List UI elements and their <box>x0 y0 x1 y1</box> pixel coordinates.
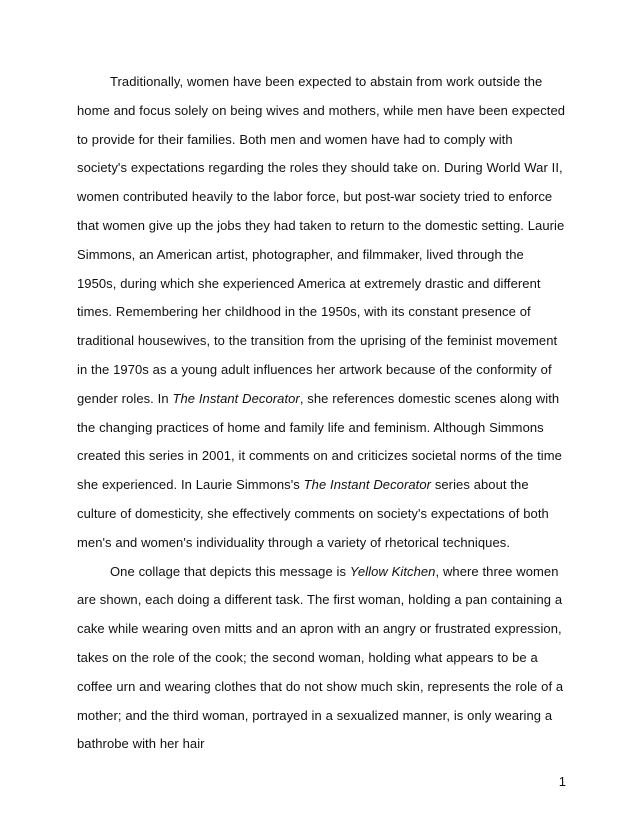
text-run: Traditionally, women have been expected to abstain from work outside the home and focus solely on being wives and mothers, while men have been expected to provide for their families. Both men and women have had to comply with society's expectations regarding the roles they should take on. During World War II, women contributed heavily to the labor force, but post-war society tried to enforce that women give up the jobs they had taken to return to the domestic setting. Laurie Simmons, an American artist, photographer, and filmmaker, lived through the 1950s, during which she experienced America at extremely drastic and different times. Remembering her childhood in the 1950s, with its constant presence of traditional housewives, to the transition from the uprising of the feminist movement in the 1970s as a young adult influences her artwork because of the conformity of gender roles. In <box>77 74 566 406</box>
text-run: , where three women are shown, each doing a different task. The first woman, holding a pan containing a cake while wearing oven mitts and an apron with an angry or frustrated expression, takes on the role of the cook; the second woman, holding what appears to be a coffee urn and wearing clothes that do not show much skin, represents the role of a mother; and the third woman, portrayed in a sexualized manner, is only wearing a bathrobe with her hair <box>77 563 564 752</box>
italic-title: The Instant Decorator <box>172 390 300 406</box>
text-run: One collage that depicts this message is <box>110 563 350 579</box>
text-run: series about the culture of domesticity, she effectively comments on society's expectations of both men's and women's individuality through a variety of rhetorical techniques. <box>77 477 549 550</box>
body-paragraph <box>77 558 566 760</box>
body-paragraph <box>77 68 566 558</box>
document-text-column <box>77 68 566 759</box>
italic-title: The Instant Decorator <box>303 477 432 493</box>
text-run: , she references domestic scenes along with the changing practices of home and family life and feminism. Although Simmons created this series in 2001, it comments on and criticizes societal norms of the time she experienced. In Laurie Simmons's <box>77 390 562 493</box>
italic-title: Yellow Kitchen <box>349 563 436 579</box>
page-number: 1 <box>558 774 566 789</box>
